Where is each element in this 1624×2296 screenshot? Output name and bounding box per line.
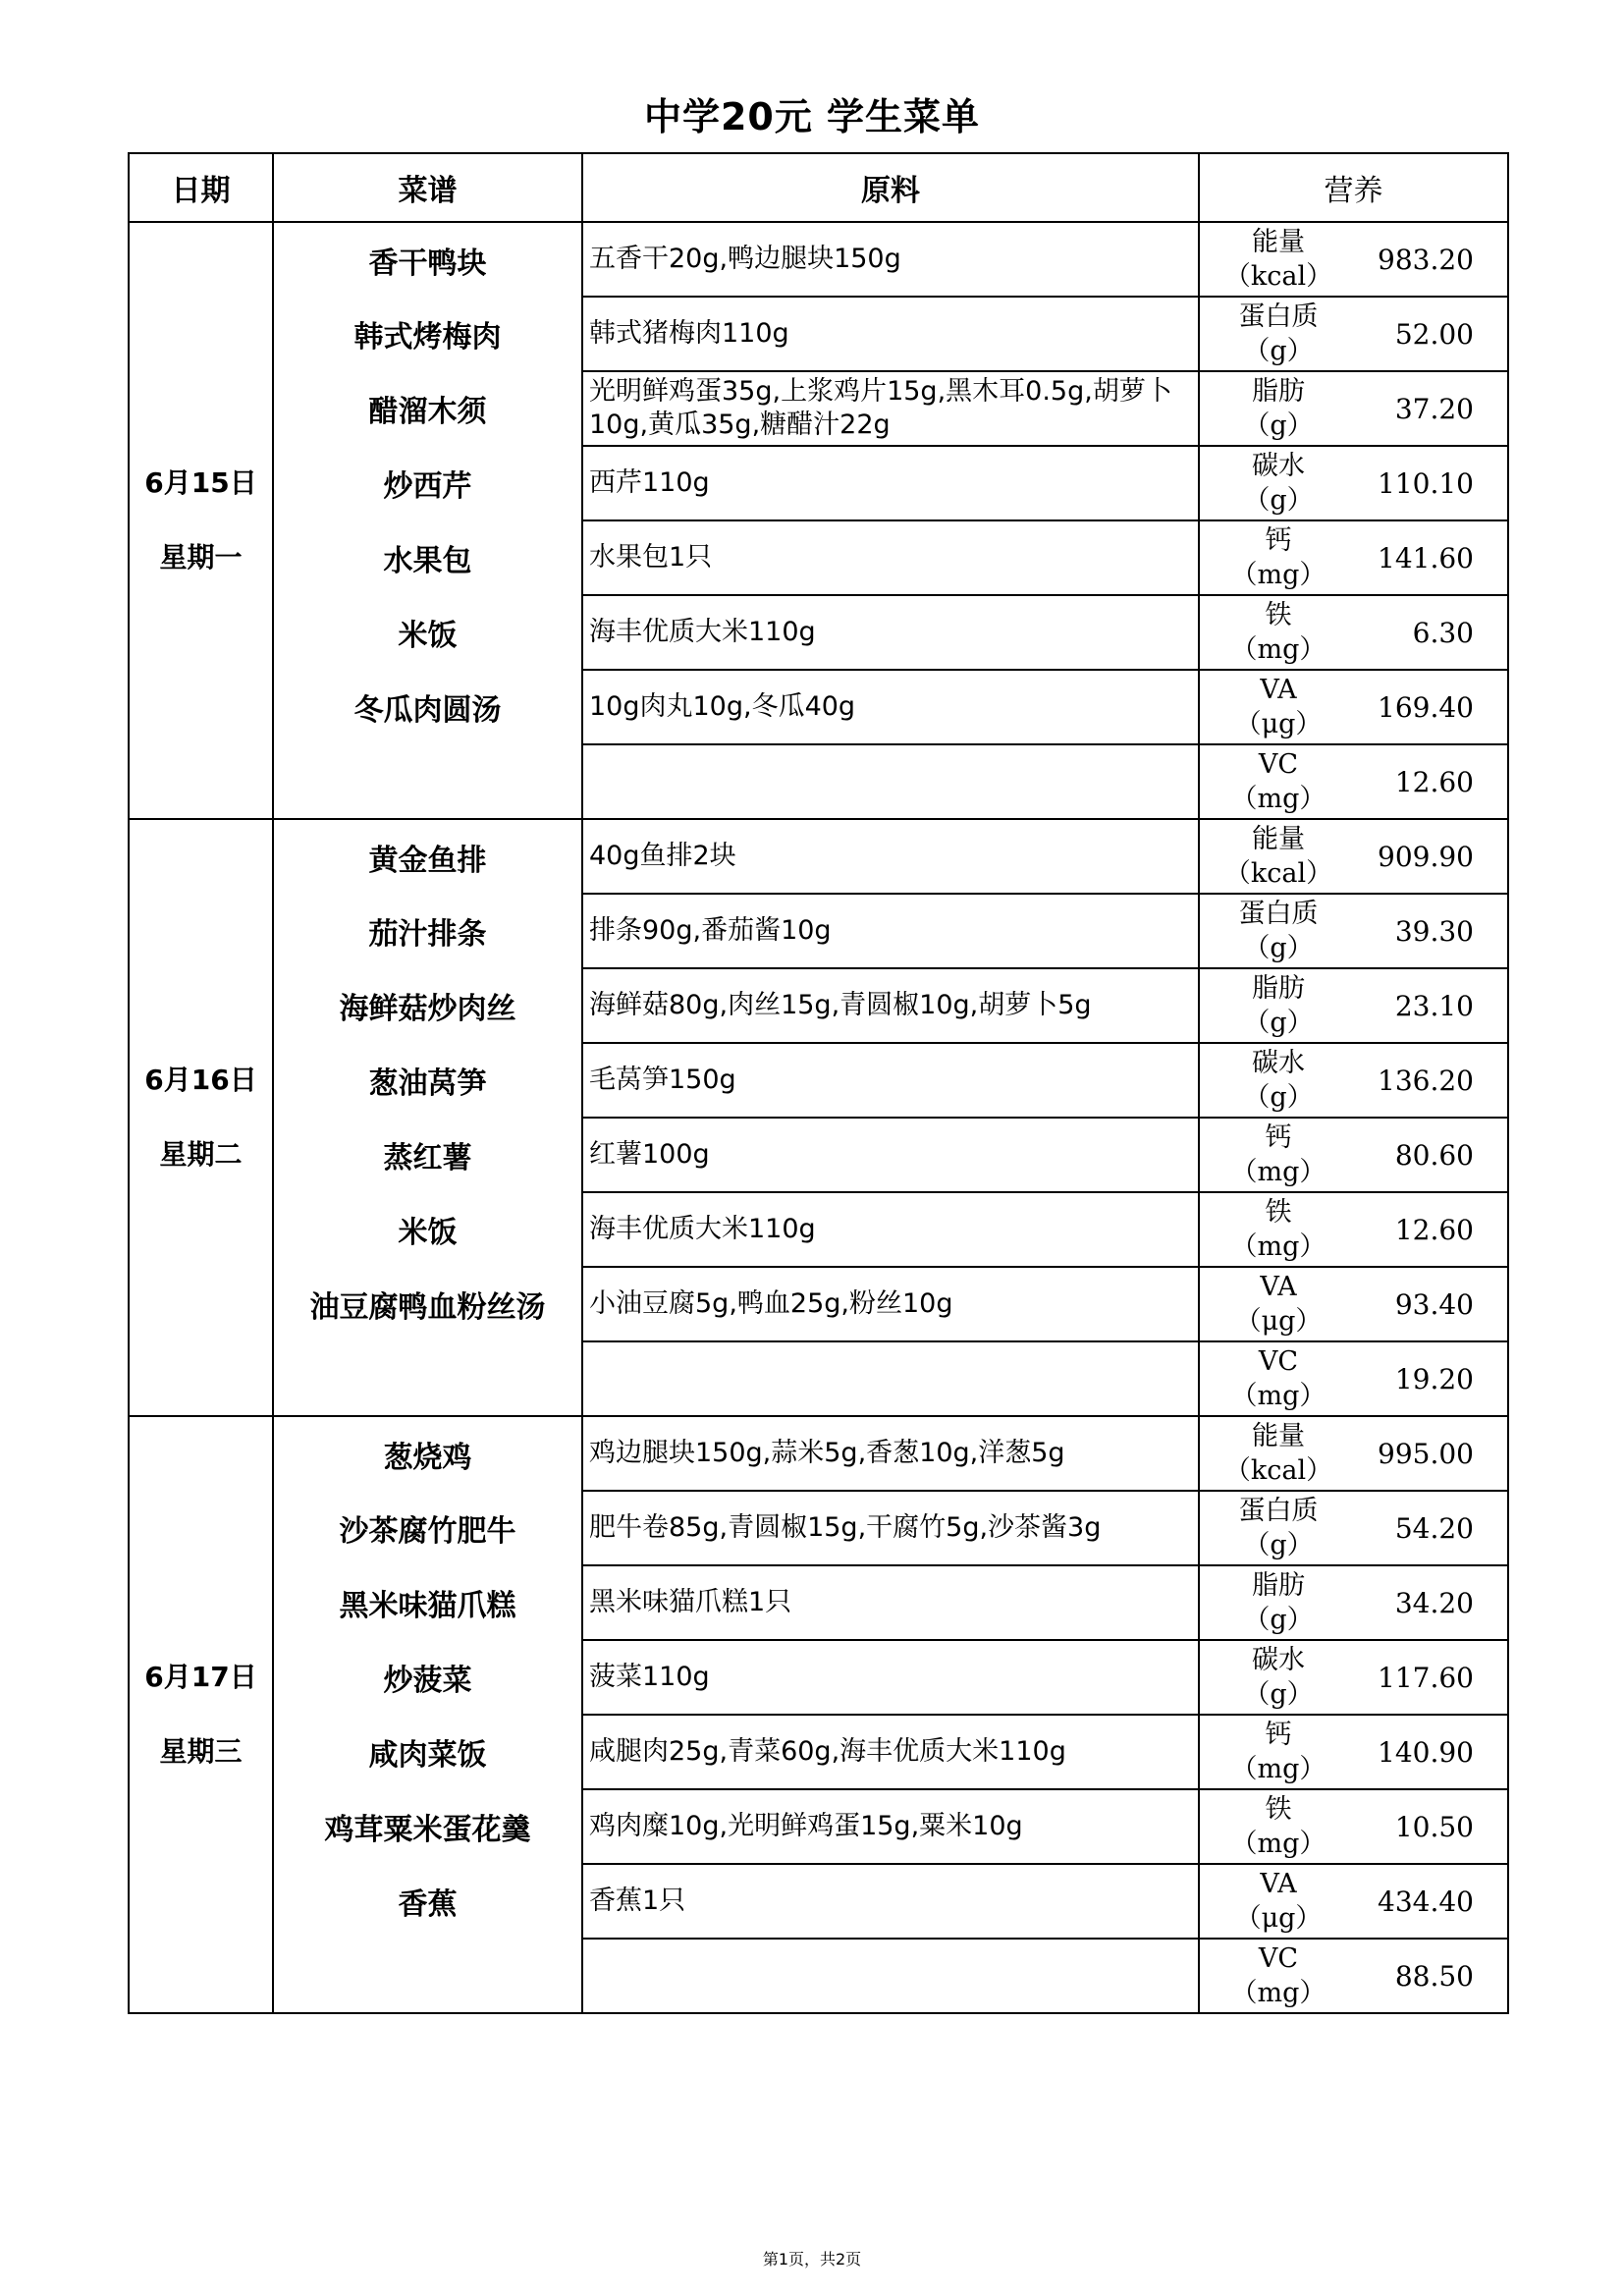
dish-ingredients: 40g鱼排2块 bbox=[582, 819, 1199, 894]
nutrition-value: 909.90 bbox=[1378, 840, 1474, 873]
dish-name: 醋溜木须 bbox=[273, 371, 582, 446]
dish-ingredients: 五香干20g,鸭边腿块150g bbox=[582, 222, 1199, 297]
nutrition-label bbox=[1200, 673, 1357, 741]
nutrition-unit: （mg） bbox=[1230, 784, 1326, 814]
nutrition-unit: （g） bbox=[1243, 1008, 1314, 1038]
day-weekday: 星期二 bbox=[159, 1138, 243, 1171]
nutrition-label bbox=[1200, 1270, 1357, 1339]
menu-row bbox=[129, 670, 1508, 744]
nutrition-cell bbox=[1199, 222, 1508, 297]
nutrition-cell bbox=[1199, 1118, 1508, 1192]
dish-ingredients: 小油豆腐5g,鸭血25g,粉丝10g bbox=[582, 1267, 1199, 1341]
nutrition-item bbox=[1200, 745, 1507, 818]
nutrition-label bbox=[1200, 1643, 1357, 1712]
dish-ingredients: 肥牛卷85g,青圆椒15g,干腐竹5g,沙茶酱3g bbox=[582, 1491, 1199, 1565]
dish-name: 韩式烤梅肉 bbox=[273, 297, 582, 371]
nutrition-label bbox=[1200, 747, 1357, 816]
menu-row bbox=[129, 819, 1508, 894]
menu-body bbox=[129, 222, 1508, 2013]
menu-row bbox=[129, 1267, 1508, 1341]
nutrition-name: 能量 bbox=[1252, 824, 1305, 854]
nutrition-name: 铁 bbox=[1265, 1794, 1292, 1825]
menu-table bbox=[128, 152, 1509, 2014]
nutrition-name: 脂肪 bbox=[1252, 1570, 1305, 1601]
dish-ingredients: 菠菜110g bbox=[582, 1640, 1199, 1715]
menu-row bbox=[129, 1565, 1508, 1640]
nutrition-cell bbox=[1199, 1789, 1508, 1864]
nutrition-name: 钙 bbox=[1265, 1122, 1292, 1153]
nutrition-label bbox=[1200, 1867, 1357, 1936]
nutrition-cell bbox=[1199, 968, 1508, 1043]
nutrition-value: 12.60 bbox=[1394, 1213, 1474, 1246]
nutrition-unit: （kcal） bbox=[1223, 858, 1333, 889]
nutrition-cell bbox=[1199, 1416, 1508, 1491]
dish-name: 海鲜菇炒肉丝 bbox=[273, 968, 582, 1043]
menu-row bbox=[129, 222, 1508, 297]
dish-name: 黑米味猫爪糕 bbox=[273, 1565, 582, 1640]
dish-ingredients bbox=[582, 744, 1199, 819]
nutrition-label bbox=[1200, 897, 1357, 965]
menu-row bbox=[129, 297, 1508, 371]
nutrition-value: 141.60 bbox=[1378, 541, 1474, 574]
page-title: 中学20元 学生菜单 bbox=[643, 95, 981, 138]
page-footer: 第1页，共2页 bbox=[762, 2250, 862, 2269]
nutrition-item bbox=[1200, 521, 1507, 594]
dish-name: 黄金鱼排 bbox=[273, 819, 582, 894]
day-date-cell bbox=[129, 222, 273, 819]
nutrition-name: 能量 bbox=[1252, 1421, 1305, 1451]
nutrition-cell bbox=[1199, 1939, 1508, 2013]
nutrition-item bbox=[1200, 1492, 1507, 1564]
nutrition-item bbox=[1200, 820, 1507, 893]
menu-row bbox=[129, 1043, 1508, 1118]
nutrition-name: 碳水 bbox=[1252, 1645, 1305, 1675]
nutrition-cell bbox=[1199, 1491, 1508, 1565]
dish-name: 茄汁排条 bbox=[273, 894, 582, 968]
nutrition-unit: （mg） bbox=[1230, 1157, 1326, 1187]
nutrition-name: 铁 bbox=[1265, 600, 1292, 630]
menu-row bbox=[129, 744, 1508, 819]
day-weekday: 星期一 bbox=[159, 541, 243, 574]
nutrition-cell bbox=[1199, 1267, 1508, 1341]
nutrition-cell bbox=[1199, 1043, 1508, 1118]
dish-ingredients: 排条90g,番茄酱10g bbox=[582, 894, 1199, 968]
nutrition-value: 19.20 bbox=[1394, 1362, 1474, 1395]
nutrition-item bbox=[1200, 1119, 1507, 1191]
nutrition-label bbox=[1200, 374, 1357, 443]
nutrition-value: 434.40 bbox=[1378, 1885, 1474, 1918]
day-date: 6月17日 bbox=[144, 1661, 257, 1693]
nutrition-label bbox=[1200, 523, 1357, 592]
header-date: 日期 bbox=[129, 153, 273, 222]
day-weekday: 星期三 bbox=[159, 1735, 243, 1768]
menu-row bbox=[129, 1192, 1508, 1267]
nutrition-value: 12.60 bbox=[1394, 765, 1474, 798]
nutrition-item bbox=[1200, 1716, 1507, 1788]
menu-row bbox=[129, 1341, 1508, 1416]
nutrition-name: VC bbox=[1258, 1346, 1299, 1377]
dish-ingredients bbox=[582, 1341, 1199, 1416]
dish-ingredients: 香蕉1只 bbox=[582, 1864, 1199, 1939]
nutrition-unit: （kcal） bbox=[1223, 261, 1333, 292]
nutrition-label bbox=[1200, 1344, 1357, 1413]
nutrition-value: 995.00 bbox=[1378, 1437, 1474, 1470]
dish-name: 香干鸭块 bbox=[273, 222, 582, 297]
nutrition-item bbox=[1200, 1193, 1507, 1266]
menu-row bbox=[129, 595, 1508, 670]
nutrition-cell bbox=[1199, 819, 1508, 894]
nutrition-name: 钙 bbox=[1265, 525, 1292, 556]
nutrition-cell bbox=[1199, 1864, 1508, 1939]
header-nutrition: 营养 bbox=[1199, 153, 1508, 222]
nutrition-item bbox=[1200, 1940, 1507, 2012]
dish-name: 米饭 bbox=[273, 595, 582, 670]
nutrition-item bbox=[1200, 969, 1507, 1042]
dish-name: 炒菠菜 bbox=[273, 1640, 582, 1715]
dish-name: 米饭 bbox=[273, 1192, 582, 1267]
header-ingredients: 原料 bbox=[582, 153, 1199, 222]
nutrition-label bbox=[1200, 300, 1357, 368]
nutrition-name: 脂肪 bbox=[1252, 973, 1305, 1004]
dish-ingredients: 光明鲜鸡蛋35g,上浆鸡片15g,黑木耳0.5g,胡萝卜10g,黄瓜35g,糖醋汁22g bbox=[582, 371, 1199, 446]
nutrition-label bbox=[1200, 1568, 1357, 1637]
nutrition-unit: （g） bbox=[1243, 1605, 1314, 1635]
menu-row bbox=[129, 1939, 1508, 2013]
nutrition-cell bbox=[1199, 446, 1508, 520]
nutrition-label bbox=[1200, 225, 1357, 294]
nutrition-unit: （mg） bbox=[1230, 634, 1326, 665]
nutrition-name: 钙 bbox=[1265, 1720, 1292, 1750]
nutrition-unit: （μg） bbox=[1234, 709, 1323, 739]
nutrition-value: 6.30 bbox=[1412, 616, 1474, 649]
menu-row bbox=[129, 1715, 1508, 1789]
nutrition-unit: （g） bbox=[1243, 1679, 1314, 1710]
nutrition-unit: （mg） bbox=[1230, 1978, 1326, 2008]
menu-row bbox=[129, 371, 1508, 446]
nutrition-label bbox=[1200, 1494, 1357, 1562]
nutrition-cell bbox=[1199, 1640, 1508, 1715]
nutrition-value: 169.40 bbox=[1378, 690, 1474, 724]
nutrition-label bbox=[1200, 449, 1357, 518]
nutrition-label bbox=[1200, 598, 1357, 667]
nutrition-item bbox=[1200, 372, 1507, 445]
nutrition-name: VA bbox=[1260, 1272, 1297, 1302]
nutrition-label bbox=[1200, 1046, 1357, 1115]
nutrition-name: 蛋白质 bbox=[1238, 1496, 1319, 1526]
header-dish: 菜谱 bbox=[273, 153, 582, 222]
dish-ingredients: 鸡肉糜10g,光明鲜鸡蛋15g,粟米10g bbox=[582, 1789, 1199, 1864]
dish-name bbox=[273, 1939, 582, 2013]
nutrition-item bbox=[1200, 596, 1507, 669]
nutrition-name: VC bbox=[1258, 749, 1299, 780]
nutrition-label bbox=[1200, 1792, 1357, 1861]
dish-name: 鸡茸粟米蛋花羹 bbox=[273, 1789, 582, 1864]
dish-ingredients: 海丰优质大米110g bbox=[582, 1192, 1199, 1267]
dish-name: 冬瓜肉圆汤 bbox=[273, 670, 582, 744]
menu-row bbox=[129, 894, 1508, 968]
nutrition-unit: （μg） bbox=[1234, 1306, 1323, 1337]
nutrition-cell bbox=[1199, 520, 1508, 595]
dish-name: 蒸红薯 bbox=[273, 1118, 582, 1192]
dish-name: 葱烧鸡 bbox=[273, 1416, 582, 1491]
nutrition-cell bbox=[1199, 1565, 1508, 1640]
dish-name: 咸肉菜饭 bbox=[273, 1715, 582, 1789]
nutrition-item bbox=[1200, 447, 1507, 519]
nutrition-value: 80.60 bbox=[1394, 1138, 1474, 1172]
nutrition-label bbox=[1200, 1121, 1357, 1189]
nutrition-name: 脂肪 bbox=[1252, 376, 1305, 407]
nutrition-value: 117.60 bbox=[1378, 1661, 1474, 1694]
dish-ingredients: 西芹110g bbox=[582, 446, 1199, 520]
dish-ingredients: 毛莴笋150g bbox=[582, 1043, 1199, 1118]
nutrition-label bbox=[1200, 971, 1357, 1040]
nutrition-value: 37.20 bbox=[1394, 392, 1474, 425]
nutrition-value: 140.90 bbox=[1378, 1735, 1474, 1769]
nutrition-name: VA bbox=[1260, 675, 1297, 705]
nutrition-value: 23.10 bbox=[1394, 989, 1474, 1022]
nutrition-item bbox=[1200, 223, 1507, 296]
nutrition-item bbox=[1200, 298, 1507, 370]
nutrition-name: 能量 bbox=[1252, 227, 1305, 257]
nutrition-unit: （g） bbox=[1243, 933, 1314, 963]
nutrition-unit: （g） bbox=[1243, 336, 1314, 366]
nutrition-value: 93.40 bbox=[1394, 1287, 1474, 1321]
nutrition-value: 39.30 bbox=[1394, 914, 1474, 948]
dish-name: 葱油莴笋 bbox=[273, 1043, 582, 1118]
dish-ingredients: 韩式猪梅肉110g bbox=[582, 297, 1199, 371]
menu-row bbox=[129, 446, 1508, 520]
dish-name: 水果包 bbox=[273, 520, 582, 595]
nutrition-value: 34.20 bbox=[1394, 1586, 1474, 1619]
nutrition-item bbox=[1200, 671, 1507, 743]
nutrition-value: 54.20 bbox=[1394, 1511, 1474, 1545]
nutrition-unit: （mg） bbox=[1230, 1381, 1326, 1411]
dish-name bbox=[273, 1341, 582, 1416]
nutrition-item bbox=[1200, 1865, 1507, 1938]
dish-ingredients: 水果包1只 bbox=[582, 520, 1199, 595]
dish-ingredients: 鸡边腿块150g,蒜米5g,香葱10g,洋葱5g bbox=[582, 1416, 1199, 1491]
nutrition-name: 碳水 bbox=[1252, 451, 1305, 481]
nutrition-value: 10.50 bbox=[1394, 1810, 1474, 1843]
nutrition-unit: （kcal） bbox=[1223, 1455, 1333, 1486]
nutrition-value: 136.20 bbox=[1378, 1064, 1474, 1097]
nutrition-unit: （mg） bbox=[1230, 1231, 1326, 1262]
menu-row bbox=[129, 1789, 1508, 1864]
dish-ingredients: 海鲜菇80g,肉丝15g,青圆椒10g,胡萝卜5g bbox=[582, 968, 1199, 1043]
nutrition-item bbox=[1200, 895, 1507, 967]
header-row bbox=[129, 153, 1508, 222]
nutrition-unit: （mg） bbox=[1230, 560, 1326, 590]
nutrition-name: VC bbox=[1258, 1943, 1299, 1974]
menu-row bbox=[129, 968, 1508, 1043]
nutrition-label bbox=[1200, 1419, 1357, 1488]
nutrition-cell bbox=[1199, 371, 1508, 446]
nutrition-cell bbox=[1199, 894, 1508, 968]
nutrition-name: 蛋白质 bbox=[1238, 301, 1319, 332]
nutrition-cell bbox=[1199, 595, 1508, 670]
menu-row bbox=[129, 1491, 1508, 1565]
nutrition-item bbox=[1200, 1268, 1507, 1340]
menu-row bbox=[129, 1864, 1508, 1939]
nutrition-name: 铁 bbox=[1265, 1197, 1292, 1228]
day-date: 6月16日 bbox=[144, 1064, 257, 1096]
nutrition-unit: （g） bbox=[1243, 1530, 1314, 1560]
dish-name: 沙茶腐竹肥牛 bbox=[273, 1491, 582, 1565]
nutrition-item bbox=[1200, 1566, 1507, 1639]
dish-ingredients: 黑米味猫爪糕1只 bbox=[582, 1565, 1199, 1640]
menu-row bbox=[129, 1416, 1508, 1491]
nutrition-item bbox=[1200, 1417, 1507, 1490]
nutrition-cell bbox=[1199, 1192, 1508, 1267]
nutrition-item bbox=[1200, 1044, 1507, 1117]
menu-row bbox=[129, 520, 1508, 595]
nutrition-item bbox=[1200, 1641, 1507, 1714]
nutrition-unit: （μg） bbox=[1234, 1903, 1323, 1934]
dish-name: 炒西芹 bbox=[273, 446, 582, 520]
dish-ingredients bbox=[582, 1939, 1199, 2013]
day-date-cell bbox=[129, 819, 273, 1416]
nutrition-item bbox=[1200, 1790, 1507, 1863]
nutrition-item bbox=[1200, 1342, 1507, 1415]
nutrition-value: 983.20 bbox=[1378, 243, 1474, 276]
nutrition-cell bbox=[1199, 1341, 1508, 1416]
day-date-cell bbox=[129, 1416, 273, 2013]
dish-ingredients: 10g肉丸10g,冬瓜40g bbox=[582, 670, 1199, 744]
dish-ingredients: 海丰优质大米110g bbox=[582, 595, 1199, 670]
nutrition-value: 52.00 bbox=[1394, 317, 1474, 351]
nutrition-label bbox=[1200, 1195, 1357, 1264]
nutrition-value: 110.10 bbox=[1378, 466, 1474, 500]
nutrition-cell bbox=[1199, 297, 1508, 371]
nutrition-label bbox=[1200, 1718, 1357, 1786]
nutrition-value: 88.50 bbox=[1394, 1959, 1474, 1993]
menu-row bbox=[129, 1640, 1508, 1715]
dish-ingredients: 咸腿肉25g,青菜60g,海丰优质大米110g bbox=[582, 1715, 1199, 1789]
nutrition-unit: （mg） bbox=[1230, 1754, 1326, 1784]
nutrition-cell bbox=[1199, 1715, 1508, 1789]
nutrition-cell bbox=[1199, 670, 1508, 744]
dish-ingredients: 红薯100g bbox=[582, 1118, 1199, 1192]
menu-row bbox=[129, 1118, 1508, 1192]
nutrition-label bbox=[1200, 1941, 1357, 2010]
day-date: 6月15日 bbox=[144, 466, 257, 499]
dish-name: 香蕉 bbox=[273, 1864, 582, 1939]
nutrition-name: 蛋白质 bbox=[1238, 899, 1319, 929]
nutrition-unit: （mg） bbox=[1230, 1829, 1326, 1859]
nutrition-name: VA bbox=[1260, 1869, 1297, 1899]
dish-name: 油豆腐鸭血粉丝汤 bbox=[273, 1267, 582, 1341]
dish-name bbox=[273, 744, 582, 819]
nutrition-name: 碳水 bbox=[1252, 1048, 1305, 1078]
nutrition-unit: （g） bbox=[1243, 1082, 1314, 1113]
nutrition-unit: （g） bbox=[1243, 410, 1314, 441]
nutrition-cell bbox=[1199, 744, 1508, 819]
nutrition-label bbox=[1200, 822, 1357, 891]
nutrition-unit: （g） bbox=[1243, 485, 1314, 516]
